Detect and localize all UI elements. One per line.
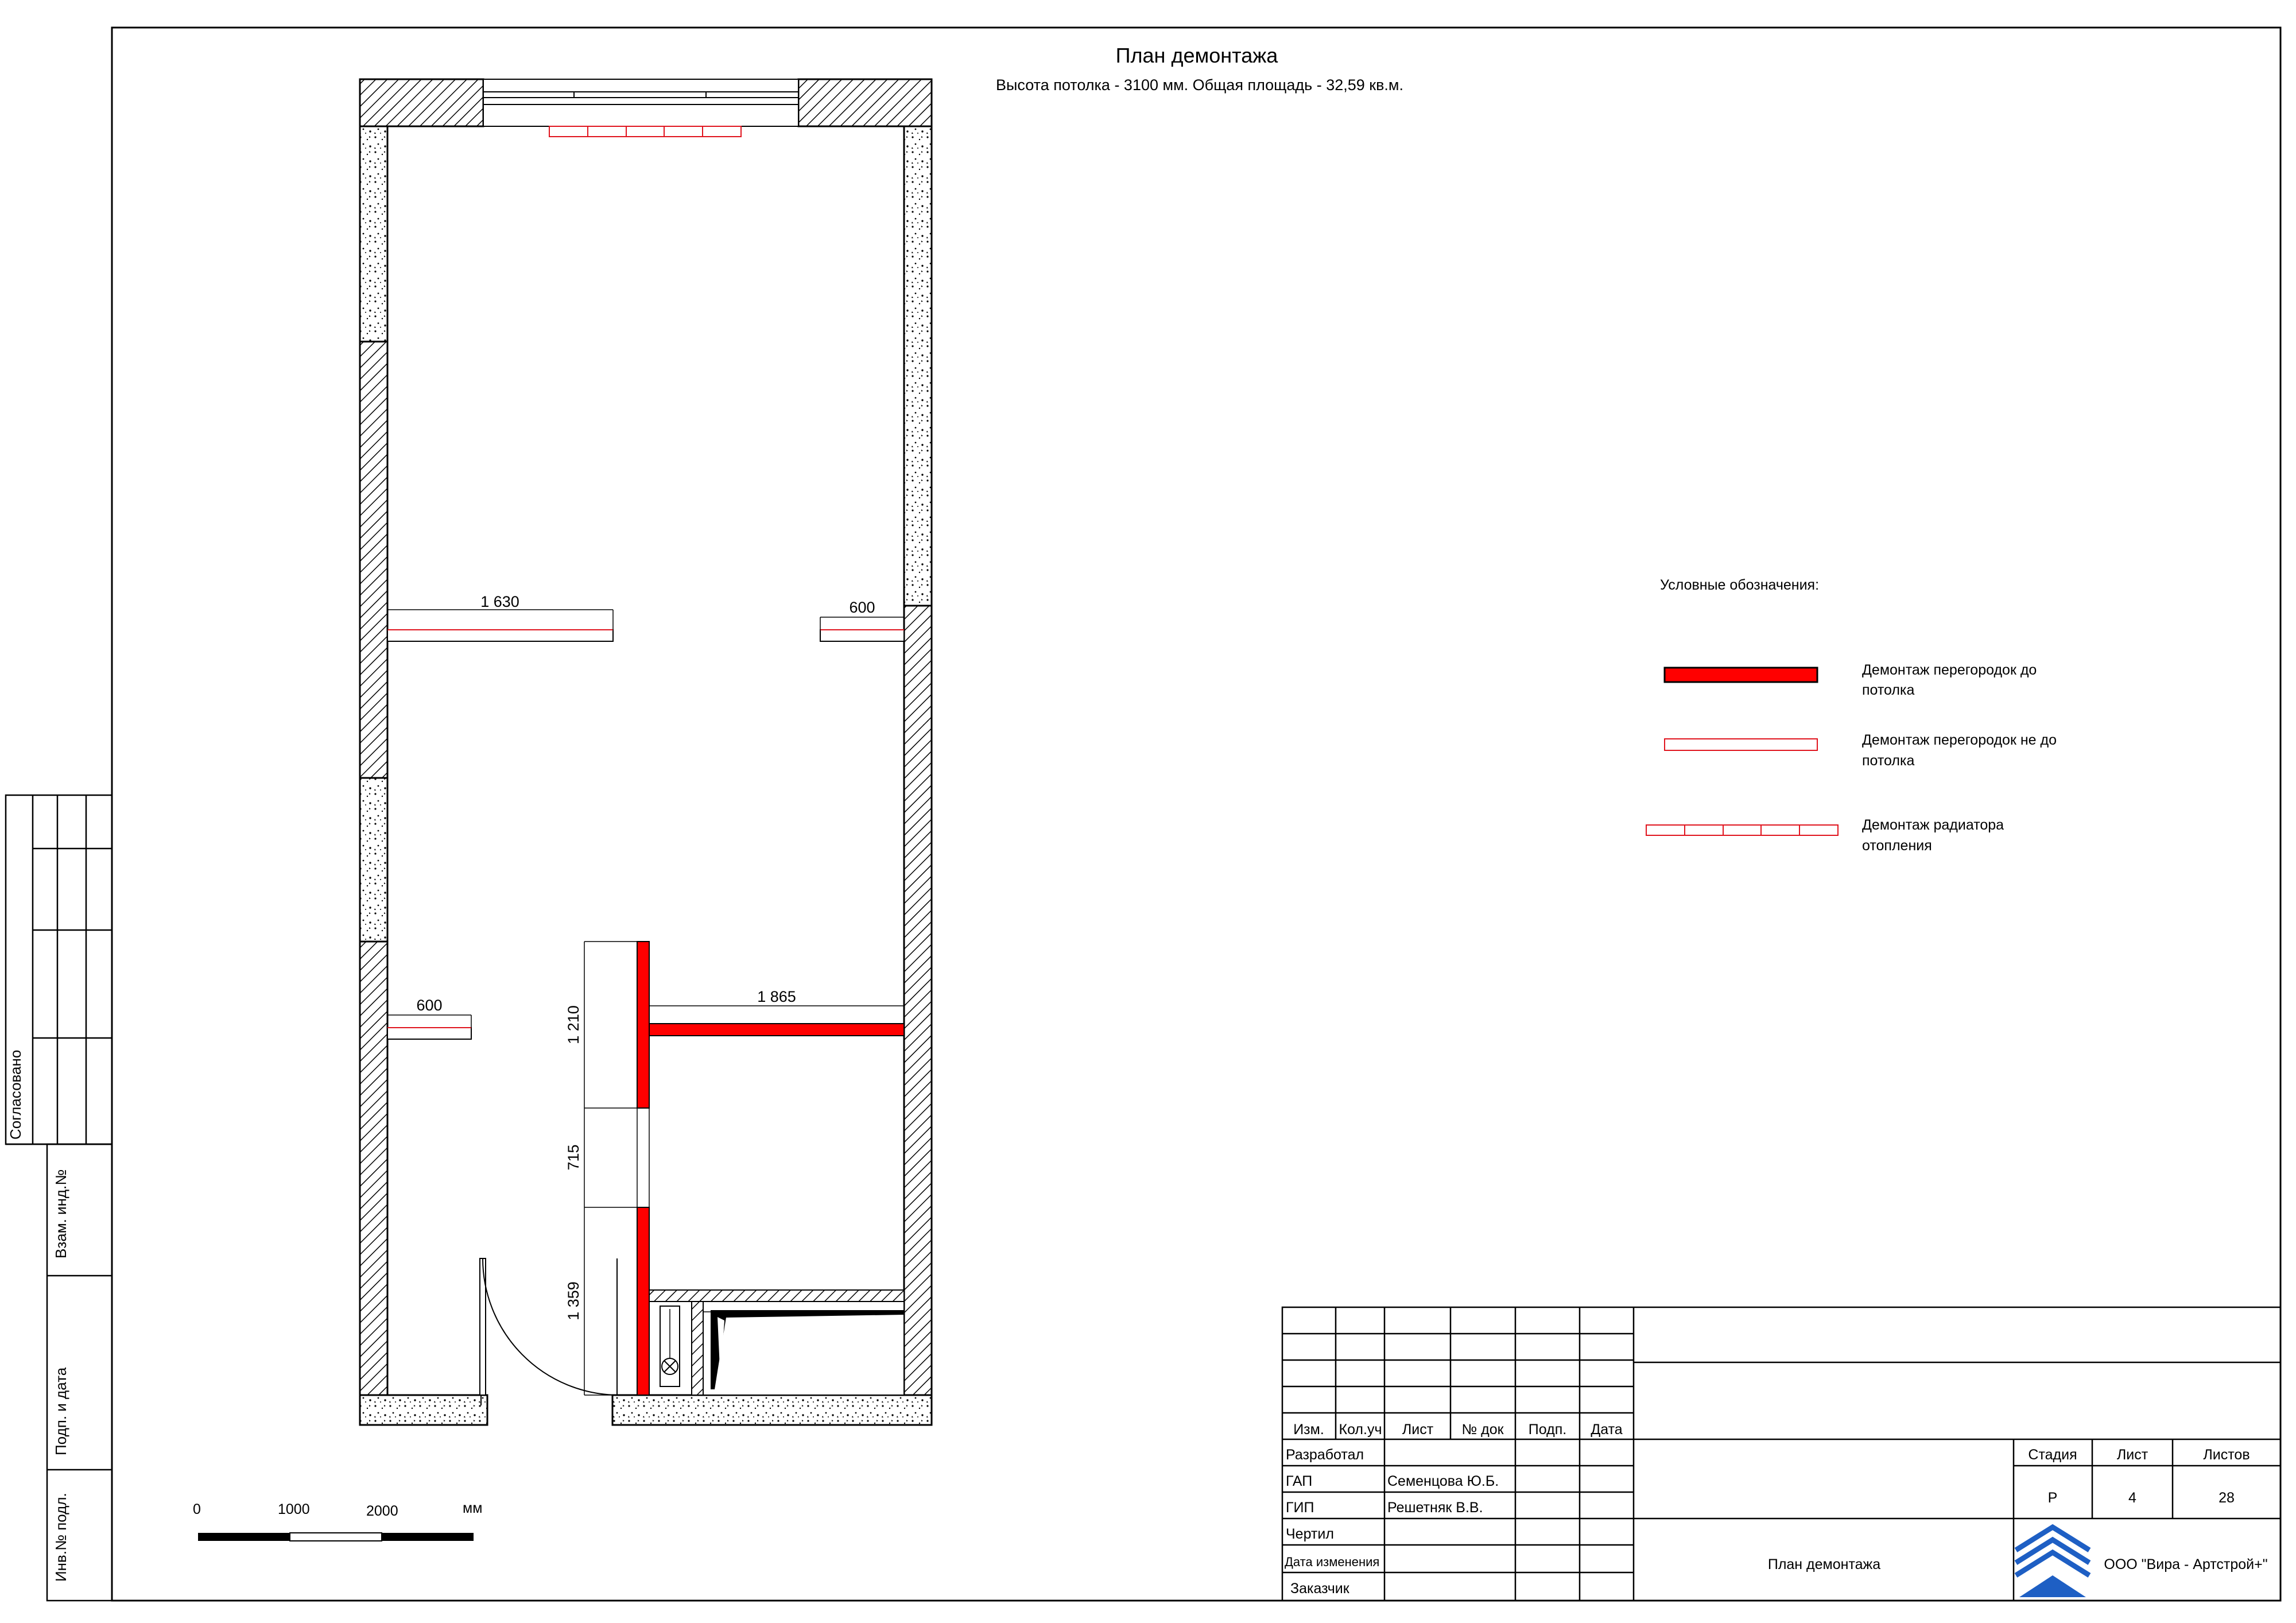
- scale-label-1000: 1000: [278, 1501, 310, 1517]
- floor-plan: [360, 79, 932, 1425]
- tb-header-list: Лист: [1402, 1421, 1434, 1438]
- legend-swatch-radiator: [1646, 825, 1838, 835]
- tb-role-gap: ГАП: [1286, 1473, 1313, 1489]
- tb-role-developed: Разработал: [1286, 1447, 1364, 1463]
- wall-left-dots-2: [360, 778, 387, 942]
- company-logo: [2016, 1523, 2089, 1597]
- tb-header-koluch: Кол.уч: [1339, 1421, 1382, 1438]
- tb-header-data: Дата: [1591, 1421, 1623, 1438]
- entrance-door: [480, 1258, 617, 1405]
- legend: [1646, 577, 2057, 854]
- tb-stage-value: Р: [2047, 1490, 2058, 1506]
- dim-600-left: 600: [416, 997, 443, 1014]
- dim-1630: 1 630: [480, 593, 519, 610]
- shaft-wall-top: [649, 1290, 904, 1302]
- scale-label-2000: 2000: [366, 1503, 398, 1519]
- tb-person-gip: Решетняк В.В.: [1387, 1500, 1483, 1516]
- tb-stage-label: Стадия: [2028, 1447, 2077, 1463]
- radiator-demolition: [549, 126, 741, 137]
- wall-bottom-left: [360, 1395, 487, 1425]
- partition-nonceiling-600-left: [387, 1028, 471, 1039]
- tb-role-change-date: Дата изменения: [1285, 1555, 1380, 1569]
- side-inv-no-label: Инв.№ подл.: [52, 1493, 69, 1582]
- tb-header-ndoc: № док: [1461, 1421, 1504, 1438]
- wall-left-hatch-3: [360, 942, 387, 1395]
- scale-unit: мм: [463, 1500, 483, 1516]
- legend-swatch-full: [1665, 668, 1817, 682]
- side-sign-date-label: Подп. и дата: [52, 1367, 69, 1455]
- tb-sheets-label: Листов: [2203, 1447, 2250, 1463]
- dim-715: 715: [565, 1144, 582, 1171]
- tb-sheet-label: Лист: [2116, 1447, 2148, 1463]
- drawing-subtitle: Высота потолка - 3100 мм. Общая площадь - 32,59 кв.м.: [996, 76, 1403, 94]
- wall-bottom-right: [612, 1395, 932, 1425]
- legend-item-3-line2: отопления: [1862, 838, 1932, 854]
- wall-left-hatch-2: [360, 342, 387, 778]
- partition-nonceiling-1630: [387, 630, 613, 641]
- tb-header-izm: Изм.: [1293, 1421, 1324, 1438]
- shaft-wall-inner: [692, 1302, 703, 1395]
- side-approved-label: Согласовано: [7, 1049, 24, 1140]
- dim-1865: 1 865: [757, 988, 796, 1005]
- side-replace-inv-label: Взам. инд.№: [52, 1169, 69, 1258]
- drawing-title: План демонтажа: [1115, 44, 1278, 67]
- legend-swatch-partial: [1665, 739, 1817, 750]
- legend-item-2-line1: Демонтаж перегородок не до: [1862, 732, 2057, 748]
- tb-sheet-value: 4: [2128, 1490, 2136, 1506]
- tb-drawing-name: План демонтажа: [1767, 1556, 1881, 1572]
- window-top: [483, 79, 798, 126]
- scale-label-0: 0: [193, 1501, 201, 1517]
- legend-item-3-line1: Демонтаж радиатора: [1862, 817, 2004, 833]
- wall-right-dots: [904, 126, 932, 606]
- legend-item-2-line2: потолка: [1862, 753, 1915, 769]
- partition-demolition-horizontal: [649, 1024, 904, 1036]
- tb-role-customer: Заказчик: [1290, 1581, 1349, 1597]
- legend-item-1-line1: Демонтаж перегородок до: [1862, 662, 2037, 678]
- wall-top-right: [798, 79, 932, 126]
- tb-sheets-value: 28: [2219, 1490, 2235, 1506]
- scale-bar: [193, 1500, 482, 1541]
- tb-person-gap: Семенцова Ю.Б.: [1387, 1473, 1499, 1489]
- wall-left-dots-1: [360, 126, 387, 342]
- dim-1359: 1 359: [565, 1281, 582, 1320]
- tb-company: ООО "Вира - Артстрой+": [2104, 1556, 2268, 1572]
- tb-header-podp: Подп.: [1528, 1421, 1567, 1438]
- dim-1210: 1 210: [565, 1005, 582, 1044]
- partition-nonceiling-600-right: [820, 630, 904, 641]
- wall-top-left: [360, 79, 483, 126]
- tb-role-gip: ГИП: [1286, 1500, 1314, 1516]
- dim-600-right: 600: [849, 599, 875, 616]
- legend-item-1-line2: потолка: [1862, 682, 1915, 698]
- tb-role-drew: Чертил: [1286, 1526, 1334, 1542]
- partition-demolition-vertical-upper: [637, 942, 649, 1108]
- partition-demolition-vertical-lower: [637, 1207, 649, 1395]
- sheet-frame: [112, 28, 2281, 1601]
- wall-right-hatch: [904, 606, 932, 1395]
- legend-title: Условные обозначения:: [1660, 577, 1820, 593]
